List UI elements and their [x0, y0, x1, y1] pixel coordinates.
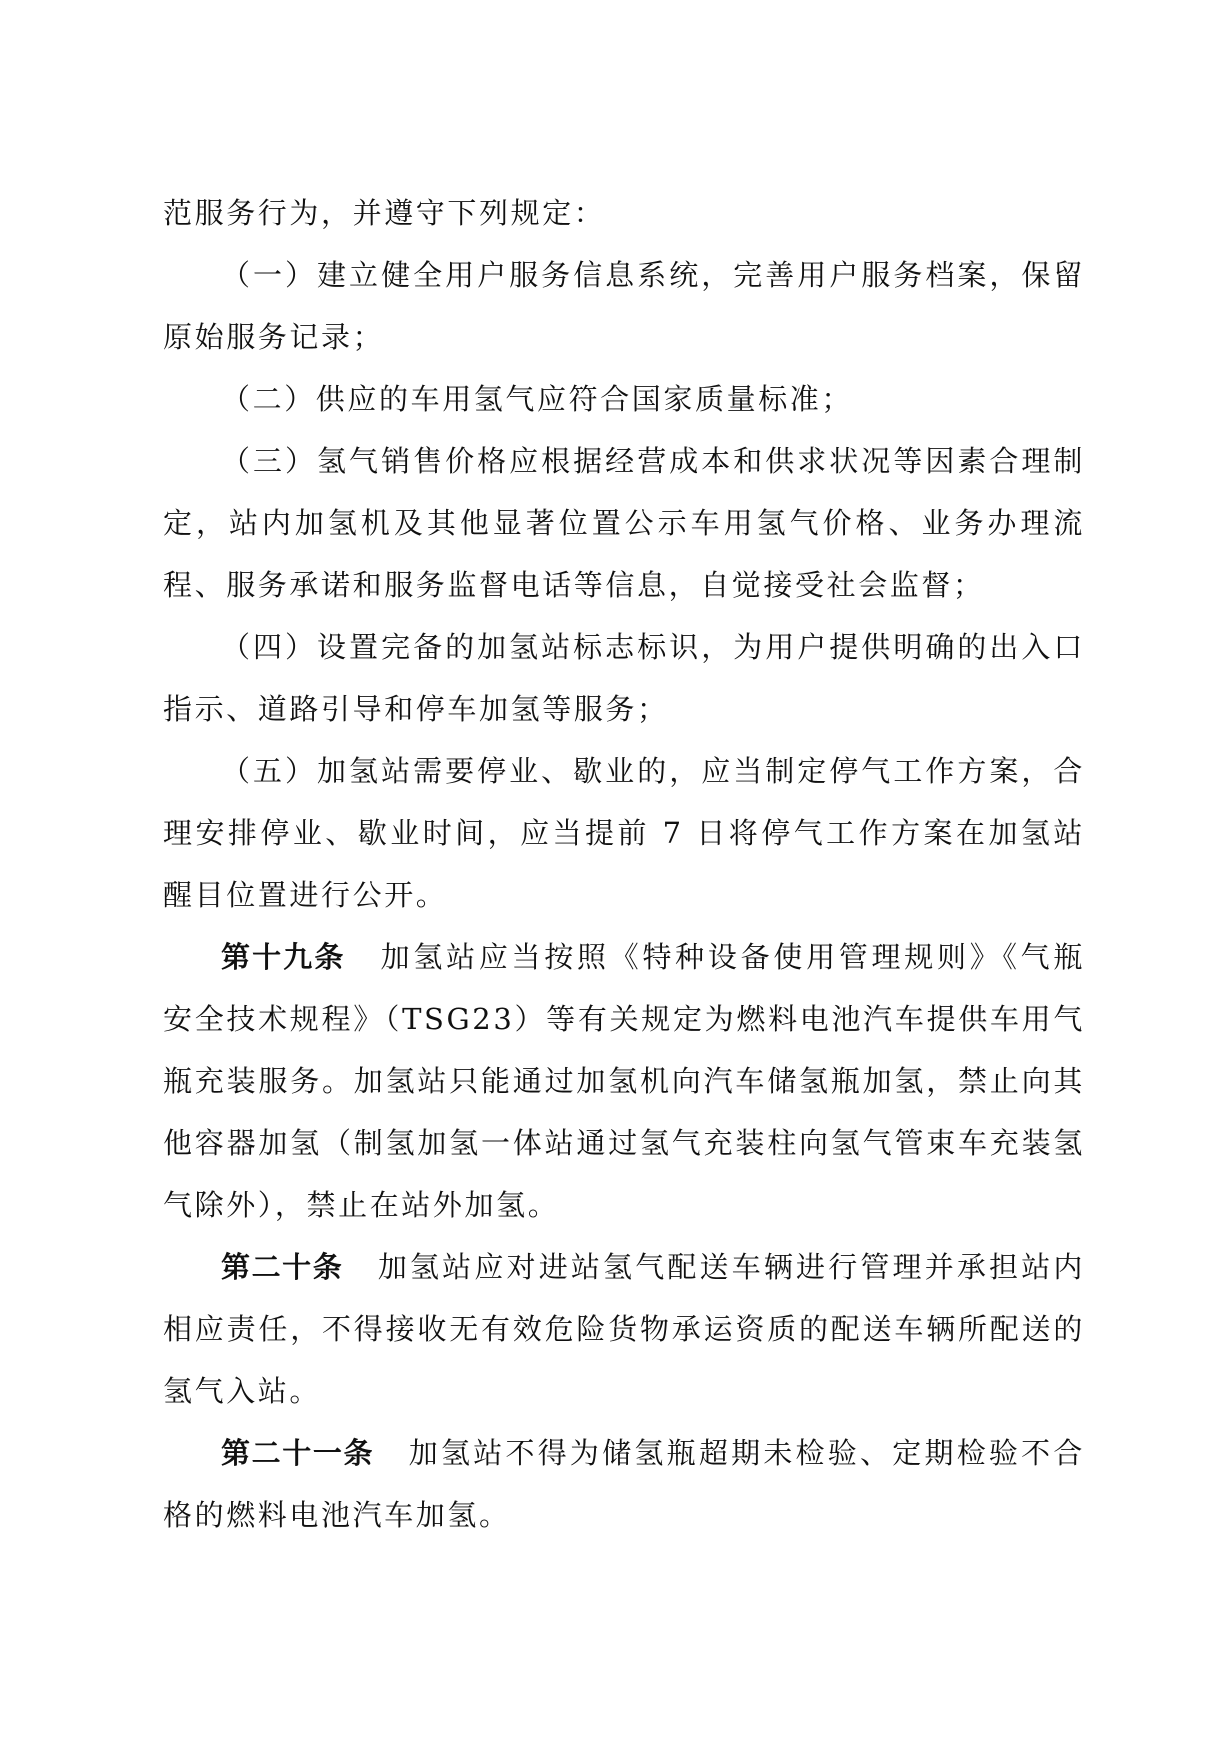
- article-21: [163, 1422, 1085, 1546]
- document-body: [163, 182, 1085, 1546]
- article-19-heading: 第十九条: [221, 940, 346, 974]
- paragraph-item-2: （二）供应的车用氢气应符合国家质量标准；: [221, 382, 854, 416]
- article-19: [163, 926, 1085, 1236]
- paragraph-item-5: （五）加氢站需要停业、歇业的，应当制定停气工作方案，合理安排停业、歇业时间，应当提前 7 日将停气工作方案在加氢站醒目位置进行公开。: [163, 754, 1085, 912]
- paragraph-item-1: （一）建立健全用户服务信息系统，完善用户服务档案，保留原始服务记录；: [163, 258, 1085, 354]
- article-20-text: 加氢站应对进站氢气配送车辆进行管理并承担站内相应责任，不得接收无有效危险货物承运资质的配送车辆所配送的氢气入站。: [163, 1250, 1085, 1408]
- paragraph-item-4: （四）设置完备的加氢站标志标识，为用户提供明确的出入口指示、道路引导和停车加氢等服务；: [163, 630, 1085, 726]
- article-21-heading: 第二十一条: [221, 1436, 375, 1470]
- article-20-heading: 第二十条: [221, 1250, 344, 1284]
- article-21-text: 加氢站不得为储氢瓶超期未检验、定期检验不合格的燃料电池汽车加氢。: [163, 1436, 1085, 1532]
- article-19-text: 加氢站应当按照《特种设备使用管理规则》《气瓶安全技术规程》（TSG23）等有关规定为燃料电池汽车提供车用气瓶充装服务。加氢站只能通过加氢机向汽车储氢瓶加氢，禁止向其他容器加氢（制氢加氢一体站通过氢气充装柱向氢气管束车充装氢气除外），禁止在站外加氢。: [163, 940, 1085, 1222]
- paragraph-item-3: （三）氢气销售价格应根据经营成本和供求状况等因素合理制定，站内加氢机及其他显著位置公示车用氢气价格、业务办理流程、服务承诺和服务监督电话等信息，自觉接受社会监督；: [163, 444, 1085, 602]
- article-20: [163, 1236, 1085, 1422]
- paragraph-intro: 范服务行为，并遵守下列规定：: [163, 196, 606, 230]
